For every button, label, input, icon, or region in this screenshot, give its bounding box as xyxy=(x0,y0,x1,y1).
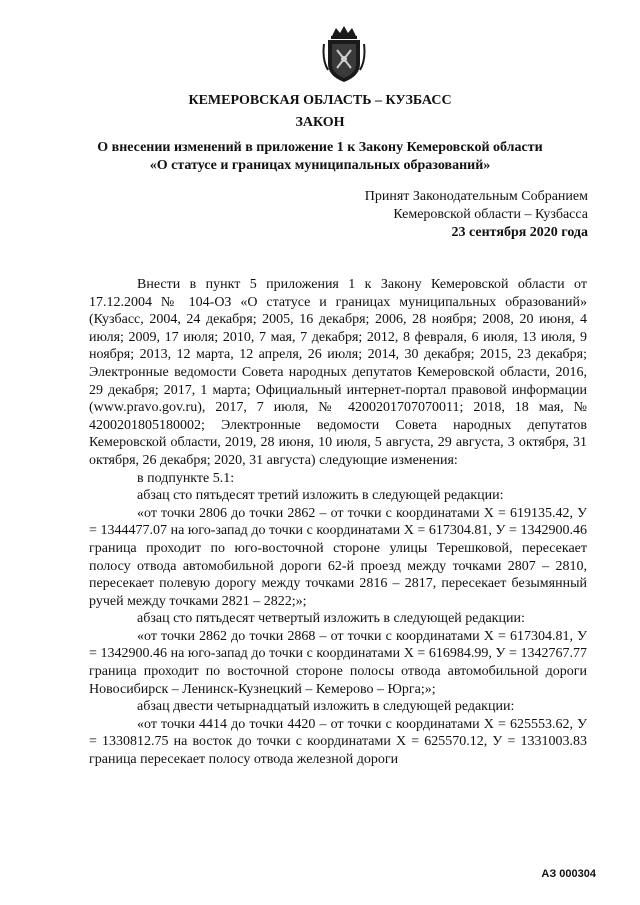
adoption-date: 23 сентября 2020 года xyxy=(451,225,588,240)
document-type: ЗАКОН xyxy=(295,115,345,130)
coat-of-arms-icon xyxy=(322,24,366,86)
intro-paragraph: Внести в пункт 5 приложения 1 к Закону Кемеровской области от 17.12.2004 № 104-ОЗ «О статусе и границах муниципальных образований» (Кузбасс, 2004, 24 декабря; 2005, 16 декабря; 2006, 28 ноября; 2008, 20 июня, 4 июля; 2009, 17 июля; 2010, 7 мая, 7 декабря; 2012, 8 февраля, 6 июля, 13 июля, 9 ноября; 2013, 12 марта, 12 апреля, 26 июля; 2014, 30 декабря; 2015, 23 декабря; Электронные ведомости Совета народных депутатов Кемеровской области, 2016, 29 декабря; 2017, 1 марта; Официальный интернет-портал правовой информации (www.pravo.gov.ru), 2017, 7 июля, № 4200201707070011; 2018, 18 мая, № 4200201805180002; Электронные ведомости Совета народных депутатов Кемеровской области, 2019, 28 июня, 10 июля, 5 августа, 29 августа, 3 октября, 31 октября, 26 декабря; 2020, 31 августа) следующие изменения: xyxy=(89,277,587,468)
paragraph-154-intro: абзац сто пятьдесят четвертый изложить в следующей редакции: xyxy=(137,611,525,627)
law-body xyxy=(89,276,587,769)
form-serial-number: АЗ 000304 xyxy=(541,868,596,880)
paragraph-153-text: «от точки 2806 до точки 2862 – от точки с координатами X = 619135.42, У = 1344477.07 на юго-запад до точки с координатами X = 617304.81, У = 1342900.46 граница проходит по юго-восточной стороне улицы Терешковой, пересекает полосу отвода автомобильной дороги 62-й проезд между точками 2807 – 2810, пересекает полевую дорогу между точками 2816 – 2817, пересекает безымянный ручей между точками 2821 – 2822;»; xyxy=(89,505,587,609)
paragraph-154-text: «от точки 2862 до точки 2868 – от точки с координатами X = 617304.81, У = 1342900.46 на юго-запад до точки с координатами X = 616984.99, У = 1342767.77 граница проходит по восточной стороне полосы отвода автомобильной дороги Новосибирск – Ленинск-Кузнецкий – Кемерово – Юрга;»; xyxy=(89,628,587,697)
adopted-by-line-1: Принят Законодательным Собранием xyxy=(364,189,588,204)
law-title-line-1: О внесении изменений в приложение 1 к Закону Кемеровской области xyxy=(97,140,543,155)
paragraph-214-text: «от точки 4414 до точки 4420 – от точки с координатами X = 625553.62, У = 1330812.75 на восток до точки с координатами X = 625570.12, У = 1331003.83 граница пересекает полосу отвода железной дороги xyxy=(89,716,587,768)
paragraph-214-intro: абзац двести четырнадцатый изложить в следующей редакции: xyxy=(137,699,515,715)
subclause-heading: в подпункте 5.1: xyxy=(137,470,235,486)
adopted-by-line-2: Кемеровской области – Кузбасса xyxy=(393,207,588,222)
law-title-line-2: «О статусе и границах муниципальных образований» xyxy=(149,158,491,173)
region-heading: КЕМЕРОВСКАЯ ОБЛАСТЬ – КУЗБАСС xyxy=(188,93,452,108)
paragraph-153-intro: абзац сто пятьдесят третий изложить в следующей редакции: xyxy=(137,488,504,504)
